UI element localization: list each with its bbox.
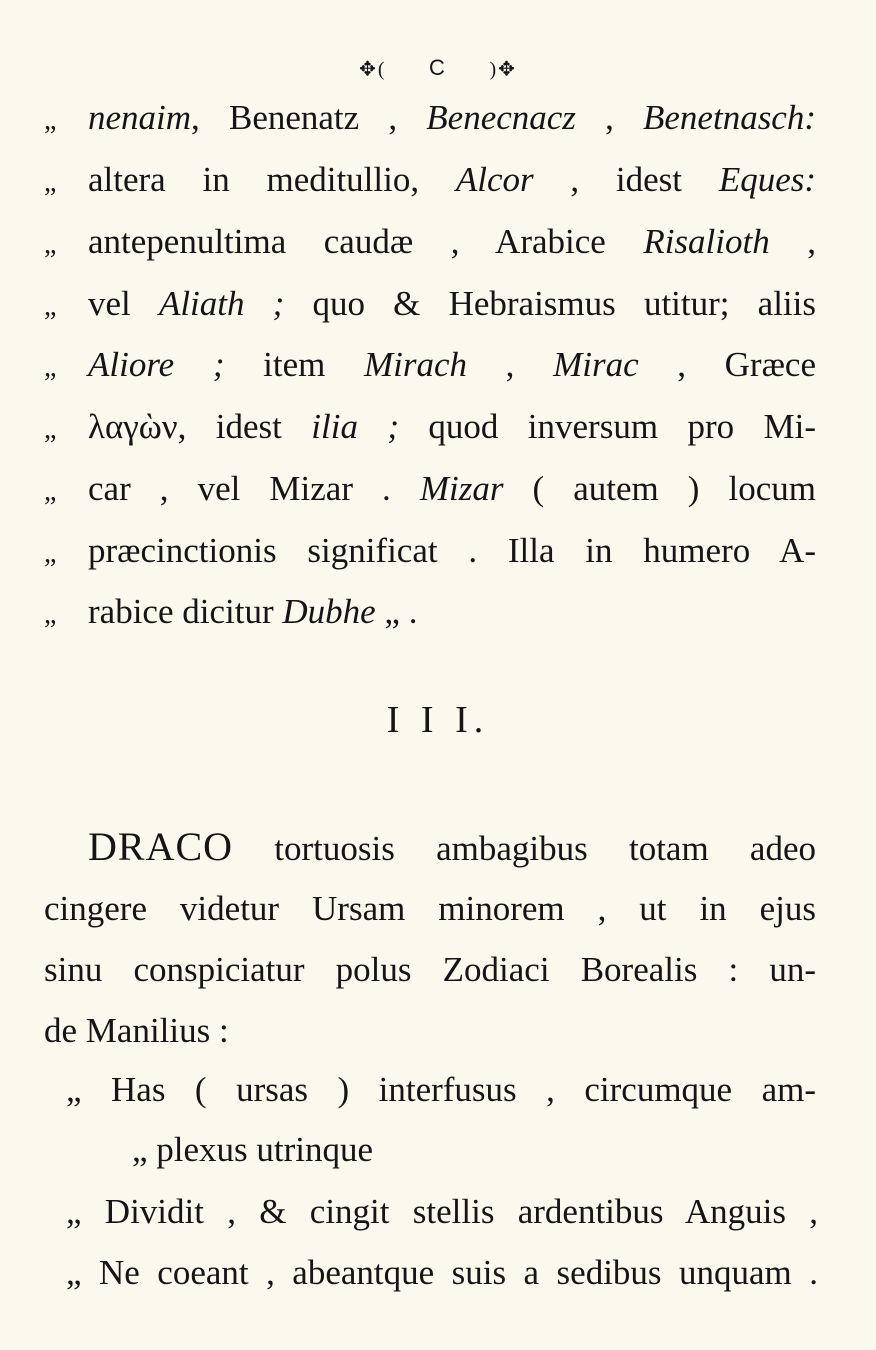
text-run: λαγὼν xyxy=(88,407,178,446)
text-run: quod inversum pro Mi- xyxy=(399,407,817,446)
text-run: , idest xyxy=(533,160,719,199)
italic-term: ilia ; xyxy=(311,407,400,446)
italic-term: Mirac xyxy=(553,345,639,384)
quote-line xyxy=(44,407,824,450)
quote-line xyxy=(44,345,824,388)
italic-term: Aliath ; xyxy=(158,284,285,323)
quote-line xyxy=(44,284,824,327)
quote-line xyxy=(44,592,824,635)
quote-mark: „ xyxy=(44,105,57,136)
text-run: „ . xyxy=(375,592,418,631)
italic-term: nenaim xyxy=(88,98,192,137)
quote-mark: „ xyxy=(44,167,57,198)
quote-mark: „ xyxy=(44,599,57,630)
lead-word: DRACO xyxy=(88,824,234,869)
quote-line-text xyxy=(88,160,816,200)
text-run: altera in meditullio, xyxy=(88,160,456,199)
italic-term: Benecnacz xyxy=(426,98,576,137)
quote-mark: „ xyxy=(44,229,57,260)
right-ornament: )✥ xyxy=(489,58,517,81)
verse-line: „ Dividit , & cingit stellis ardentibus Anguis , xyxy=(66,1192,818,1231)
verse-line: „ Ne coeant , abeantque suis a sedibus unquam . xyxy=(66,1253,818,1292)
italic-term: Aliore ; xyxy=(88,345,225,384)
italic-term: Dubhe xyxy=(282,592,376,631)
italic-term: Risalioth xyxy=(643,222,770,261)
left-ornament: ✥( xyxy=(359,58,387,81)
paragraph-text: tortuosis ambagibus totam adeo xyxy=(233,829,816,868)
quote-line-text xyxy=(88,345,816,385)
paragraph-text: de Manilius : xyxy=(44,1011,229,1050)
quote-line xyxy=(44,160,824,203)
signature-mark: C xyxy=(429,55,447,80)
italic-term: Eques: xyxy=(718,160,817,199)
paragraph-text: sinu conspiciatur polus Zodiaci Borealis : un- xyxy=(44,950,816,989)
quote-line xyxy=(44,98,824,141)
text-run: , xyxy=(769,222,816,261)
quote-line xyxy=(44,222,824,265)
quote-mark: „ xyxy=(44,352,57,383)
quote-line-text xyxy=(88,531,816,571)
italic-term: Benetnasch: xyxy=(643,98,816,137)
quote-mark: „ xyxy=(44,414,57,445)
verse-line: „ plexus utrinque xyxy=(132,1130,374,1169)
paragraph-line xyxy=(44,1011,816,1051)
quote-mark: „ xyxy=(44,538,57,569)
paragraph-line xyxy=(44,950,816,990)
text-run: car , vel Mizar . xyxy=(88,469,420,508)
quote-line-text xyxy=(88,407,816,447)
italic-term: Mirach xyxy=(363,345,468,384)
quote-mark: „ xyxy=(44,291,57,322)
text-run: ( autem ) locum xyxy=(503,469,817,508)
quote-line xyxy=(44,531,824,574)
quote-line-text xyxy=(88,284,816,324)
italic-term: Alcor xyxy=(455,160,534,199)
quote-line-text xyxy=(88,222,816,262)
text-run: , idest xyxy=(177,407,312,446)
text-run: , Benenatz , xyxy=(191,98,427,137)
text-run: rabice dicitur xyxy=(88,592,283,631)
text-run: quo & Hebraismus utitur; aliis xyxy=(284,284,816,323)
quote-line-text xyxy=(88,98,816,138)
paragraph-line xyxy=(44,889,816,929)
quote-line-text xyxy=(88,592,816,632)
quote-mark: „ xyxy=(44,476,57,507)
text-run: , xyxy=(467,345,554,384)
page-header xyxy=(0,52,876,82)
paragraph-line xyxy=(88,824,816,869)
text-run: , Græce xyxy=(638,345,816,384)
italic-term: Mizar xyxy=(419,469,504,508)
section-number: I I I. xyxy=(386,699,490,741)
quote-line xyxy=(44,469,824,512)
text-run: item xyxy=(224,345,364,384)
text-run: vel xyxy=(88,284,159,323)
quote-line-text xyxy=(88,469,816,509)
paragraph-text: cingere videtur Ursam minorem , ut in ejus xyxy=(44,889,816,928)
text-run: , xyxy=(575,98,644,137)
text-run: antepenultima caudæ , Arabice xyxy=(88,222,644,261)
text-run: præcinctionis significat . Illa in humero A- xyxy=(88,531,816,570)
verse-line: „ Has ( ursas ) interfusus , circumque am- xyxy=(66,1070,816,1109)
